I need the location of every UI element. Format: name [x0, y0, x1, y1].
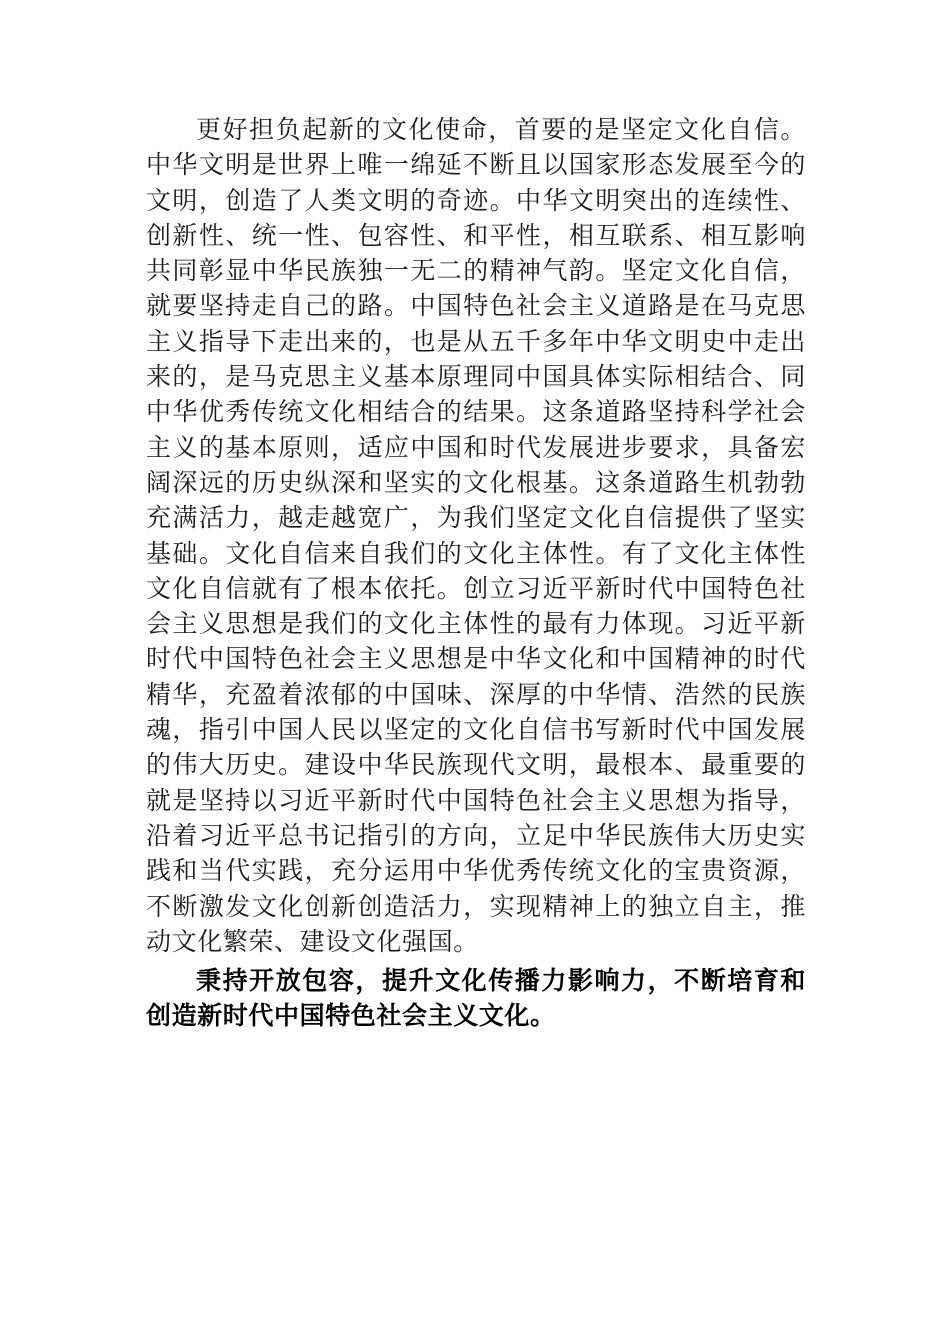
bold-heading-paragraph: 秉持开放包容，提升文化传播力影响力，不断培育和创造新时代中国特色社会主义文化。: [146, 966, 806, 1031]
body-paragraph: 更好担负起新的文化使命，首要的是坚定文化自信。中华文明是世界上唯一绵延不断且以国家形态发展至今的文明，创造了人类文明的奇迹。中华文明突出的连续性、创新性、统一性、包容性、和平性，相互联系、相互影响共同彰显中华民族独一无二的精神气韵。坚定文化自信，就要坚持走自己的路。中国特色社会主义道路是在马克思主义指导下走出来的，也是从五千多年中华文明史中走出来的，是马克思主义基本原理同中国具体实际相结合、同中华优秀传统文化相结合的结果。这条道路坚持科学社会主义的基本原则，适应中国和时代发展进步要求，具备宏阔深远的历史纵深和坚实的文化根基。这条道路生机勃勃充满活力，越走越宽广，为我们坚定文化自信提供了坚实基础。文化自信来自我们的文化主体性。有了文化主体性文化自信就有了根本依托。创立习近平新时代中国特色社会主义思想是我们的文化主体性的最有力体现。习近平新时代中国特色社会主义思想是中华文化和中国精神的时代精华，充盈着浓郁的中国味、深厚的中华情、浩然的民族魂，指引中国人民以坚定的文化自信书写新时代中国发展的伟大历史。建设中华民族现代文明，最根本、最重要的就是坚持以习近平新时代中国特色社会主义思想为指导，沿着习近平总书记指引的方向，立足中华民族伟大历史实践和当代实践，充分运用中华优秀传统文化的宝贵资源，不断激发文化创新创造活力，实现精神上的独立自主，推动文化繁荣、建设文化强国。: [146, 115, 806, 956]
document-body: [146, 112, 806, 1034]
